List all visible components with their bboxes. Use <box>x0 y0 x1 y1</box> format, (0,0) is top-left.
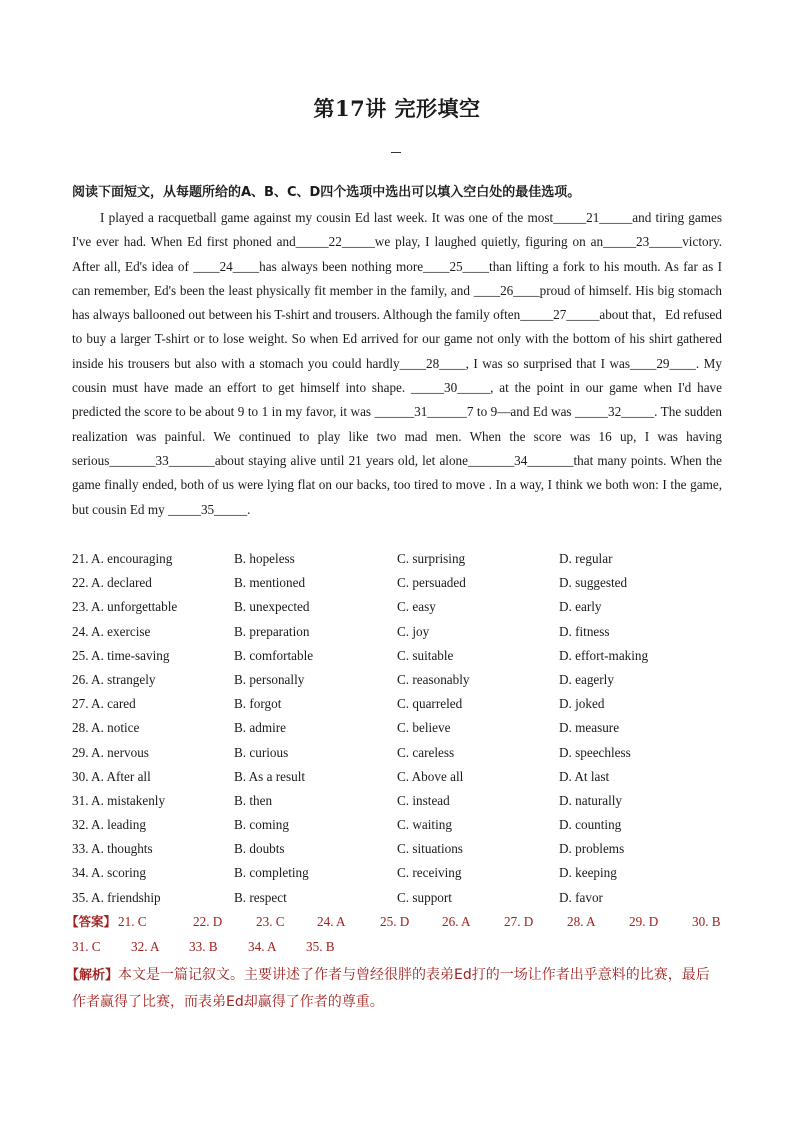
option-b: B. doubts <box>234 841 285 857</box>
option-b: B. personally <box>234 671 305 687</box>
answer-item: 22. D <box>193 914 223 929</box>
option-row <box>72 668 722 692</box>
option-row <box>72 692 722 716</box>
option-a: 31. A. mistakenly <box>72 792 166 808</box>
option-c: C. waiting <box>397 817 452 833</box>
option-row <box>72 886 722 910</box>
option-row <box>72 620 722 644</box>
option-a: 26. A. strangely <box>72 671 156 687</box>
option-c: C. joy <box>397 623 430 639</box>
option-a: 35. A. friendship <box>72 889 161 905</box>
option-a: 27. A. cared <box>72 696 136 712</box>
option-a: 34. A. scoring <box>72 865 146 881</box>
option-d: D. regular <box>559 551 613 566</box>
option-a: 23. A. unforgettable <box>72 599 178 615</box>
option-a: 32. A. leading <box>72 817 146 833</box>
option-c: C. careless <box>397 744 455 760</box>
option-b: B. forgot <box>234 696 282 712</box>
option-d: D. eagerly <box>559 671 614 687</box>
option-c: C. quarreled <box>397 696 463 712</box>
option-a: 29. A. nervous <box>72 744 149 760</box>
option-row <box>72 644 722 668</box>
option-c: C. receiving <box>397 865 462 881</box>
option-b: B. unexpected <box>234 599 310 615</box>
option-d: D. measure <box>559 720 620 736</box>
answer-item: 26. A <box>442 914 471 929</box>
page-title: 第17讲 完形填空 <box>313 96 481 121</box>
option-c: C. believe <box>397 720 451 736</box>
option-c: C. suitable <box>397 647 454 663</box>
analysis-block <box>66 962 722 1015</box>
option-d: D. early <box>559 599 602 615</box>
answer-item: 33. B <box>189 938 218 954</box>
answer-item: 24. A <box>317 914 346 929</box>
option-a: 30. A. After all <box>72 768 151 784</box>
option-b: B. comfortable <box>234 647 314 663</box>
answer-item: 32. A <box>131 938 160 954</box>
analysis-text: 本文是一篇记叙文。主要讲述了作者与曾经很胖的表弟Ed打的一场让作者出乎意料的比赛，最后作者赢得了比赛，而表弟Ed却赢得了作者的尊重。 <box>72 967 710 1010</box>
option-c: C. reasonably <box>397 671 470 687</box>
option-a: 33. A. thoughts <box>72 841 153 857</box>
option-d: D. suggested <box>559 575 628 591</box>
answer-item: 30. B <box>692 914 721 929</box>
instruction-text: 阅读下面短文，从每题所给的A、B、C、D四个选项中选出可以填入空白处的最佳选项。 <box>72 185 581 200</box>
option-a: 28. A. notice <box>72 720 140 736</box>
option-d: D. favor <box>559 889 603 905</box>
option-c: C. situations <box>397 841 463 857</box>
option-a: 24. A. exercise <box>72 623 151 639</box>
option-row <box>72 571 722 595</box>
answer-item: 34. A <box>248 938 277 954</box>
option-b: B. As a result <box>234 768 306 784</box>
answer-row-1 <box>66 910 722 935</box>
cloze-passage <box>72 206 722 522</box>
option-c: C. easy <box>397 599 436 615</box>
option-row <box>72 813 722 837</box>
option-b: B. admire <box>234 720 287 736</box>
option-row <box>72 765 722 789</box>
answer-block <box>66 910 722 959</box>
option-row <box>72 861 722 885</box>
answer-item: 27. D <box>504 914 534 929</box>
option-d: D. problems <box>559 841 625 857</box>
option-row <box>72 837 722 861</box>
option-d: D. naturally <box>559 792 622 808</box>
option-b: B. coming <box>234 817 289 833</box>
answer-item: 29. D <box>629 914 659 929</box>
option-b: B. respect <box>234 889 287 905</box>
answer-item: 35. B <box>306 938 335 954</box>
option-a: 21. A. encouraging <box>72 551 173 566</box>
answer-item: 25. D <box>380 914 410 929</box>
option-a: 25. A. time-saving <box>72 647 170 663</box>
passage-paragraph: I played a racquetball game against my cousin Ed last week. It was one of the most_____21_____and tiring games I've ever had. When Ed first phoned and_____22_____we play, I laughed quietly, figuring on an_____23_____victory. After all, Ed's idea of ____24____has always been nothing more____25____than lifting a fork to his mouth. As far as I can remember, Ed's been the least physically fit member in the family, and ____26____proud of himself. His big stomach has always ballooned out between his T-shirt and trousers. Although the family often_____27_____about that，Ed refused to buy a larger T-shirt or to lose weight. So when Ed arrived for our game not only with the bottom of his shirt gathered inside his trousers but also with a stomach you could hardly____28____, I was so surprised that I was____29____. My cousin must have made an effort to get himself into shape. _____30_____, at the point in our game when I'd have predicted the score to be about 9 to 1 in my favor, it was ______31______7 to 9—and Ed was _____32_____. The sudden realization was painful. We continued to play like two mad men. When the score was 16 up, I was having serious_______33_______about staying alive until 21 years old, let alone_______34_______that many points. When the game finally ended, both of us were lying flat on our backs, too tired to move . In a way, I think we both won: I the game, but cousin Ed my _____35_____. <box>72 210 722 517</box>
analysis-label: 【解析】 <box>66 968 119 983</box>
option-d: D. joked <box>559 696 605 712</box>
answer-item: 28. A <box>567 914 596 929</box>
option-b: B. mentioned <box>234 575 306 591</box>
option-c: C. persuaded <box>397 575 466 591</box>
option-b: B. preparation <box>234 623 310 639</box>
answer-label: 【答案】 <box>66 914 117 929</box>
option-c: C. instead <box>397 792 450 808</box>
option-d: D. effort-making <box>559 647 649 663</box>
option-d: D. counting <box>559 817 622 833</box>
option-d: D. keeping <box>559 865 617 881</box>
option-b: B. hopeless <box>234 551 295 566</box>
option-d: D. At last <box>559 768 610 784</box>
option-b: B. completing <box>234 865 309 881</box>
option-b: B. then <box>234 792 273 808</box>
option-d: D. fitness <box>559 623 610 639</box>
option-b: B. curious <box>234 744 289 760</box>
answer-item: 31. C <box>72 938 101 954</box>
option-d: D. speechless <box>559 744 631 760</box>
option-row <box>72 789 722 813</box>
option-c: C. Above all <box>397 768 464 784</box>
option-c: C. support <box>397 889 452 905</box>
option-row <box>72 741 722 765</box>
answer-item: 23. C <box>256 914 285 929</box>
option-row <box>72 547 722 571</box>
answer-item: 21. C <box>118 914 147 929</box>
option-row <box>72 716 722 740</box>
option-c: C. surprising <box>397 551 466 566</box>
title-separator <box>391 152 401 153</box>
option-a: 22. A. declared <box>72 575 152 591</box>
options-list <box>72 547 722 910</box>
option-row <box>72 595 722 619</box>
answer-row-2 <box>72 935 722 960</box>
